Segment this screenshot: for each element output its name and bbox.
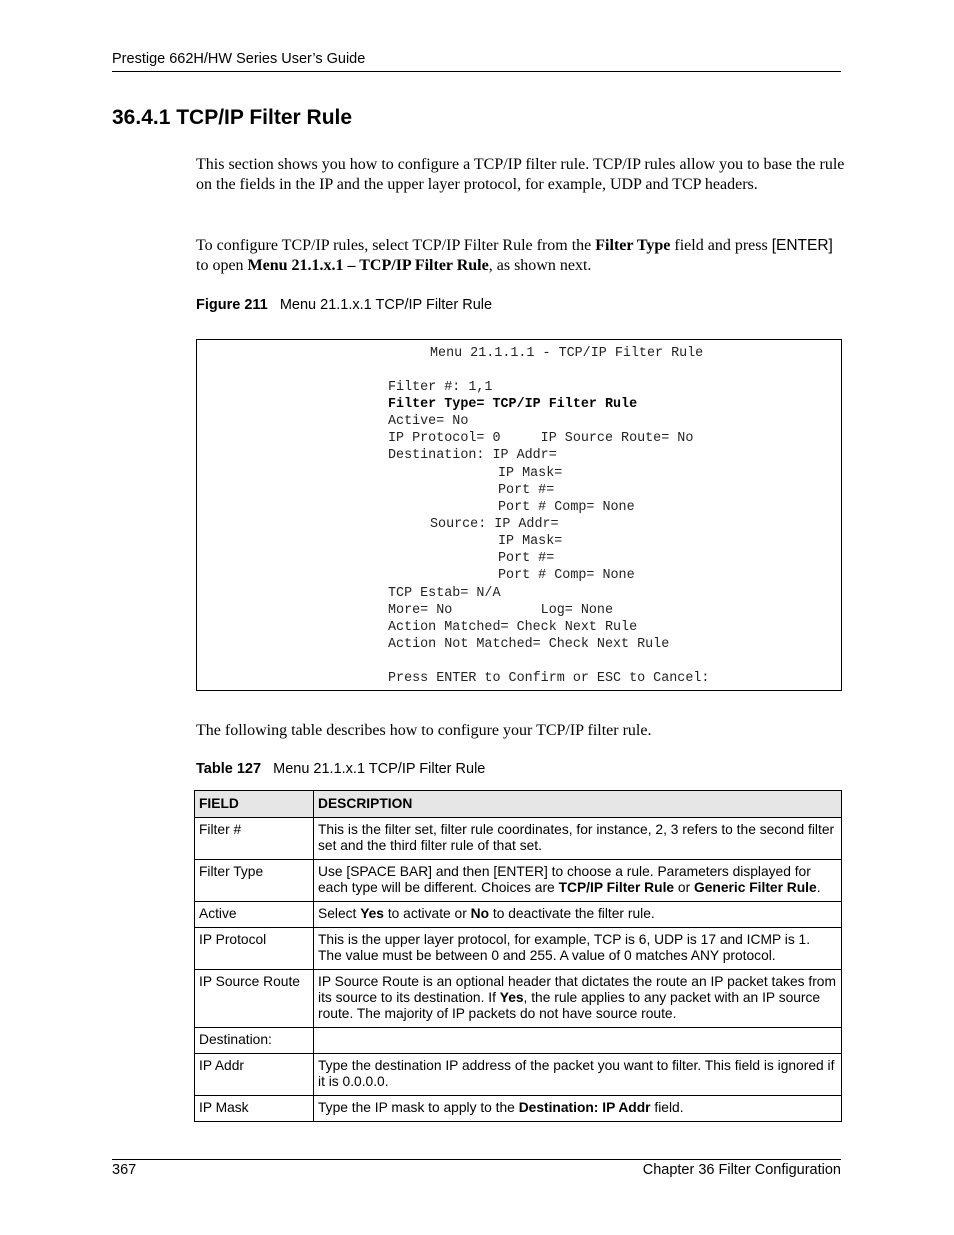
description-cell: [314, 860, 842, 902]
table-caption: [196, 761, 485, 777]
description-cell: [314, 1028, 842, 1054]
description-cell: [314, 970, 842, 1028]
running-header: Prestige 662H/HW Series User’s Guide: [112, 51, 366, 67]
field-cell: IP Protocol: [195, 928, 314, 970]
menu-name-term: Menu 21.1.x.1 – TCP/IP Filter Rule: [247, 257, 489, 274]
figure-title: Menu 21.1.x.1 TCP/IP Filter Rule: [279, 297, 493, 313]
instruction-text: , as shown next.: [488, 257, 592, 274]
description-cell: [314, 1096, 842, 1122]
terminal-line: TCP Estab= N/A: [388, 586, 501, 601]
terminal-prompt: Press ENTER to Confirm or ESC to Cancel:: [388, 671, 710, 686]
description-text: Type the IP mask to apply to the: [318, 1100, 519, 1115]
table-intro-paragraph: The following table describes how to configure your TCP/IP filter rule.: [196, 722, 652, 739]
description-text: .: [816, 880, 821, 895]
description-cell: This is the upper layer protocol, for example, TCP is 6, UDP is 17 and ICMP is 1. The value must be between 0 and 255. A value of 0 matches ANY protocol.: [314, 928, 842, 970]
figure-caption: [196, 297, 492, 313]
field-description-table: [194, 790, 842, 1122]
field-cell: IP Source Route: [195, 970, 314, 1028]
description-term: Yes: [499, 990, 524, 1005]
chapter-title: Chapter 36 Filter Configuration: [642, 1162, 841, 1178]
header-rule: [112, 71, 841, 72]
table-header-row: [195, 791, 842, 818]
section-heading: 36.4.1 TCP/IP Filter Rule: [112, 106, 353, 129]
terminal-line: Port #=: [498, 483, 555, 498]
field-cell: Filter #: [195, 818, 314, 860]
instruction-text: to open: [196, 257, 248, 274]
table-row: [195, 818, 842, 860]
description-term: No: [470, 906, 490, 921]
terminal-line: Filter #: 1,1: [388, 380, 493, 395]
instruction-text: To configure TCP/IP rules, select TCP/IP Filter Rule from the: [196, 237, 596, 254]
field-cell: Filter Type: [195, 860, 314, 902]
description-text: to deactivate the filter rule.: [489, 906, 655, 921]
terminal-line: Active= No: [388, 414, 469, 429]
field-cell: IP Mask: [195, 1096, 314, 1122]
terminal-line: Port #=: [498, 551, 555, 566]
field-cell: IP Addr: [195, 1054, 314, 1096]
instruction-paragraph: [196, 236, 846, 276]
table-row: [195, 902, 842, 928]
description-text: to activate or: [383, 906, 471, 921]
description-text: field.: [650, 1100, 684, 1115]
table-row: [195, 1096, 842, 1122]
terminal-line: Port # Comp= None: [498, 568, 635, 583]
terminal-line: Action Matched= Check Next Rule: [388, 620, 638, 635]
terminal-line: Port # Comp= None: [498, 500, 635, 515]
table-row: [195, 970, 842, 1028]
terminal-line: More= No Log= None: [388, 603, 613, 618]
description-text: Select: [318, 906, 361, 921]
intro-paragraph: This section shows you how to configure a TCP/IP filter rule. TCP/IP rules allow you to base the rule on the fields in the IP and the upper layer protocol, for example, UDP and TCP headers.: [196, 156, 845, 193]
description-cell: This is the filter set, filter rule coordinates, for instance, 2, 3 refers to the second filter set and the third filter rule of that set.: [314, 818, 842, 860]
footer-rule: [112, 1159, 841, 1160]
description-text: IP Source Route is an optional header that dictates the route an IP packet takes from its source to its destination. If: [318, 974, 836, 1005]
terminal-line: Source: IP Addr=: [430, 517, 559, 532]
description-cell: [314, 902, 842, 928]
field-cell: Destination:: [195, 1028, 314, 1054]
table-title: Menu 21.1.x.1 TCP/IP Filter Rule: [273, 761, 486, 777]
terminal-line: IP Mask=: [498, 534, 563, 549]
terminal-line: Action Not Matched= Check Next Rule: [388, 637, 670, 652]
description-term: Destination: IP Addr: [518, 1100, 651, 1115]
terminal-line-highlighted: Filter Type= TCP/IP Filter Rule: [388, 397, 638, 412]
table-row: [195, 860, 842, 902]
description-text: or: [674, 880, 695, 895]
terminal-title: Menu 21.1.1.1 - TCP/IP Filter Rule: [430, 346, 704, 361]
enter-key-text: [ENTER]: [771, 237, 833, 254]
terminal-screen: [196, 339, 842, 691]
terminal-line: IP Mask=: [498, 466, 563, 481]
description-text: , the rule applies to any packet with an IP source route. The majority of IP packets do not have source route.: [318, 990, 821, 1021]
figure-label: Figure 211: [196, 297, 268, 313]
terminal-line: IP Protocol= 0 IP Source Route= No: [388, 431, 694, 446]
column-header-field: FIELD: [195, 791, 314, 818]
description-term: Generic Filter Rule: [694, 880, 817, 895]
description-cell: Type the destination IP address of the packet you want to filter. This field is ignored if it is 0.0.0.0.: [314, 1054, 842, 1096]
column-header-description: DESCRIPTION: [314, 791, 842, 818]
table-row: [195, 1028, 842, 1054]
table-label: Table 127: [196, 761, 262, 777]
instruction-text: field and press: [670, 237, 772, 254]
page-number: 367: [112, 1162, 137, 1178]
filter-type-term: Filter Type: [595, 237, 671, 254]
table-row: [195, 1054, 842, 1096]
terminal-line: Destination: IP Addr=: [388, 448, 557, 463]
table-row: [195, 928, 842, 970]
description-term: TCP/IP Filter Rule: [558, 880, 675, 895]
field-cell: Active: [195, 902, 314, 928]
description-text: Use [SPACE BAR] and then [ENTER] to choose a rule. Parameters displayed for each type will be different. Choices are: [318, 864, 811, 895]
description-term: Yes: [360, 906, 384, 921]
